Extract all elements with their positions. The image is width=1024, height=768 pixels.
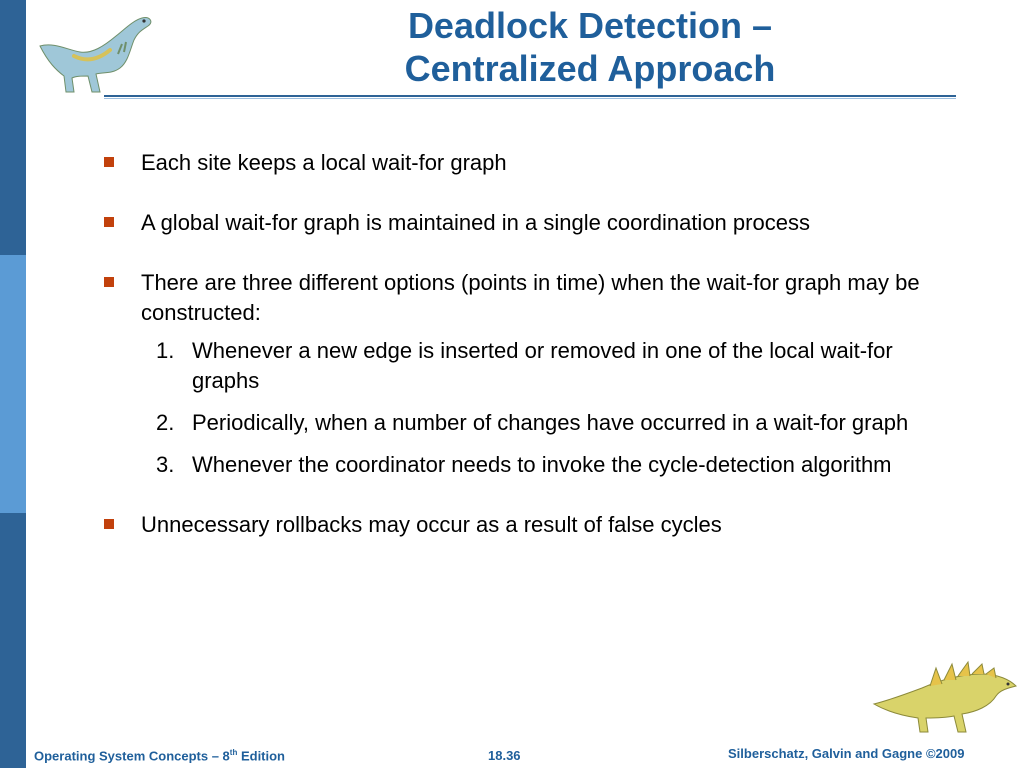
bullet-square-icon [104, 157, 114, 167]
dinosaur-icon [34, 6, 158, 96]
title-line-1: Deadlock Detection – [407, 5, 773, 46]
bullet-item [104, 208, 964, 238]
slide-content [104, 148, 964, 570]
bullet-item [104, 148, 964, 178]
bullet-square-icon [104, 217, 114, 227]
footer-book-title-sup: th [229, 748, 238, 757]
bullet-text: Unnecessary rollbacks may occur as a result of false cycles [141, 512, 722, 537]
side-bar-middle [0, 255, 26, 513]
item-text: Whenever the coordinator needs to invoke the cycle-detection algorithm [192, 452, 892, 477]
footer-page-number: 18.36 [488, 748, 521, 763]
side-bar-top [0, 0, 26, 255]
item-number: 2. [156, 410, 175, 435]
bullet-square-icon [104, 277, 114, 287]
bullet-text: A global wait-for graph is maintained in a single coordination process [141, 210, 810, 235]
numbered-item [104, 450, 964, 480]
item-text: Whenever a new edge is inserted or removed in one of the local wait-for graphs [192, 338, 893, 393]
numbered-list [104, 336, 964, 480]
slide-title [190, 4, 990, 90]
item-number: 1. [156, 338, 175, 363]
item-number: 3. [156, 452, 175, 477]
bullet-text: There are three different options (points in time) when the wait-for graph may be constructed: [141, 270, 920, 325]
bullet-item [104, 268, 964, 328]
footer-book-title [34, 748, 285, 763]
title-divider [104, 95, 956, 97]
bullet-item [104, 510, 964, 540]
footer-book-title-main: Operating System Concepts – 8 [34, 748, 230, 764]
title-line-2: Centralized Approach [404, 48, 776, 89]
bullet-text: Each site keeps a local wait-for graph [141, 150, 507, 175]
slide-footer [0, 740, 1024, 768]
stegosaurus-icon [870, 660, 1020, 740]
numbered-item [104, 336, 964, 396]
item-text: Periodically, when a number of changes have occurred in a wait-for graph [192, 410, 909, 435]
footer-authors: Silberschatz, Galvin and Gagne ©2009 [728, 746, 965, 761]
side-bar-bottom [0, 513, 26, 768]
left-side-bar [0, 0, 26, 768]
bullet-square-icon [104, 519, 114, 529]
footer-book-title-end: Edition [237, 748, 286, 764]
numbered-item [104, 408, 964, 438]
